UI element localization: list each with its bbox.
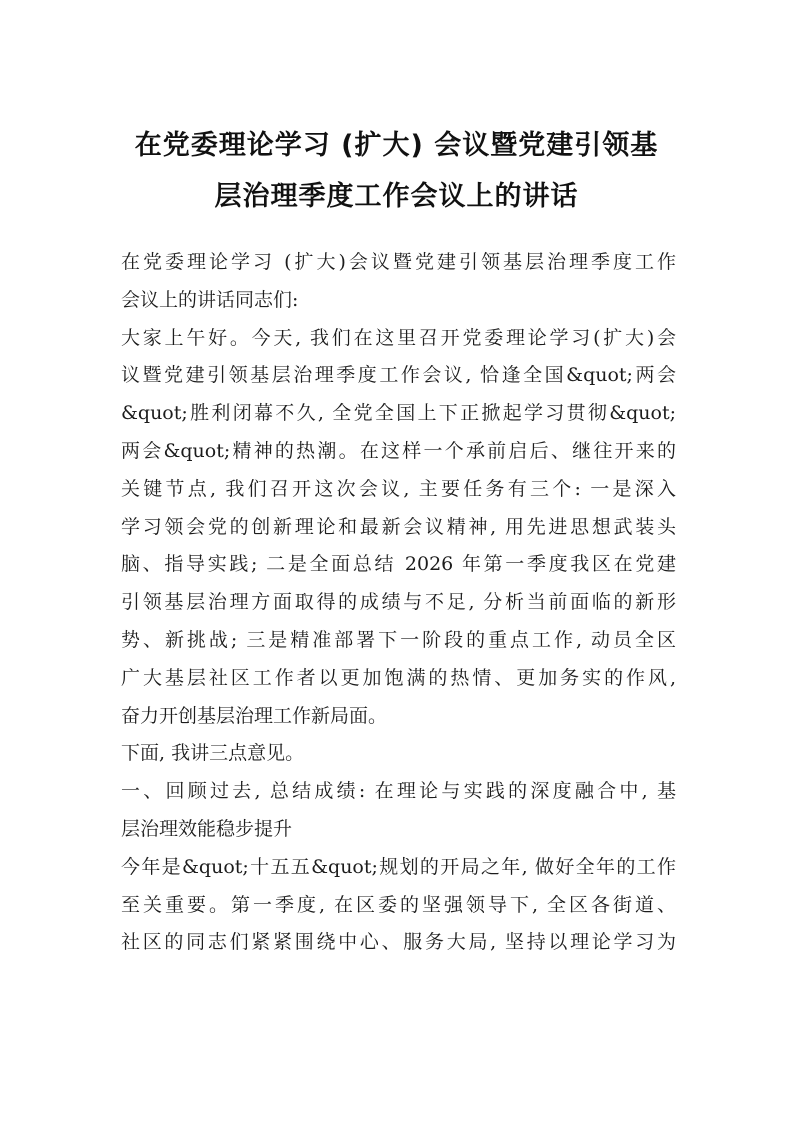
body-line: 势、新挑战; 三是精准部署下一阶段的重点工作, 动员全区	[121, 628, 676, 651]
body-line: 下面, 我讲三点意见。	[121, 742, 305, 765]
title-line-1: 在党委理论学习 (扩大) 会议暨党建引领基	[134, 130, 659, 161]
section-heading-line: 一、回顾过去, 总结成绩: 在理论与实践的深度融合中, 基	[121, 780, 676, 803]
body-line: 议暨党建引领基层治理季度工作会议, 恰逢全国&quot;两会	[121, 364, 676, 387]
body-line: 学习领会党的创新理论和最新会议精神, 用先进思想武装头	[121, 515, 676, 538]
body-line: 今年是&quot;十五五&quot;规划的开局之年, 做好全年的工作	[121, 855, 676, 878]
body-line: 会议上的讲话同志们:	[121, 288, 299, 311]
document-body	[121, 244, 676, 962]
title-line-2: 层治理季度工作会议上的讲话	[214, 181, 579, 212]
body-line: 关键节点, 我们召开这次会议, 主要任务有三个: 一是深入	[121, 477, 676, 500]
section-heading-line: 层治理效能稳步提升	[121, 817, 293, 840]
body-line: 奋力开创基层治理工作新局面。	[121, 704, 388, 727]
document-title	[100, 120, 693, 222]
body-line: 社区的同志们紧紧围绕中心、服务大局, 坚持以理论学习为	[121, 931, 676, 954]
body-line: 引领基层治理方面取得的成绩与不足, 分析当前面临的新形	[121, 591, 676, 614]
body-line: 在党委理论学习 (扩大)会议暨党建引领基层治理季度工作	[121, 251, 676, 273]
body-line: 两会&quot;精神的热潮。在这样一个承前启后、继往开来的	[121, 439, 676, 462]
body-line: 大家上午好。今天, 我们在这里召开党委理论学习(扩大)会	[121, 326, 676, 349]
body-line: 广大基层社区工作者以更加饱满的热情、更加务实的作风,	[121, 666, 676, 689]
body-line: 脑、指导实践; 二是全面总结 2026 年第一季度我区在党建	[121, 553, 676, 576]
body-line: &quot;胜利闭幕不久, 全党全国上下正掀起学习贯彻&quot;	[121, 402, 676, 425]
body-line: 至关重要。第一季度, 在区委的坚强领导下, 全区各街道、	[121, 893, 676, 916]
